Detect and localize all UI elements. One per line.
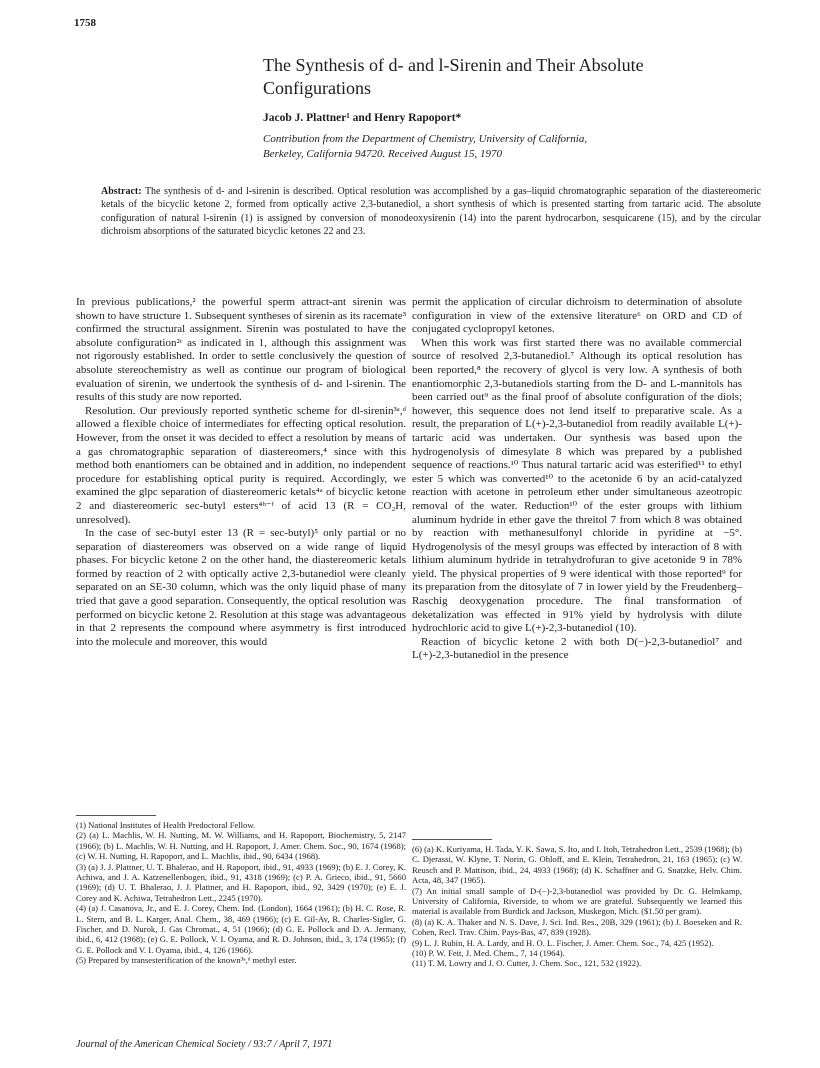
footnote: (6) (a) K. Kuriyama, H. Tada, Y. K. Sawa, S. Ito, and I. Itoh, Tetrahedron Lett., 2539 (1968); (b) C. Djerassi, W. Klyne, T. Norin, G. Ohloff, and E. Klein, Tetrahedron, 21, 163 (1965); (c) W. Reusch and P. Mattison, ibid., 24, 4933 (1968); (d) K. Schaffner and G. Snatzke, Helv. Chim. Acta, 48, 347 (1965). — [412, 844, 742, 886]
body-paragraph: When this work was first started there was no available commercial source of resolved 2,3-butanediol.⁷ Although its optical resolution has been reported,⁸ the recovery of glycol is very low. A synthesis of both enantiomorphic 2,3-butanediols starting from the D- and L-mannitols has been carried out⁹ as the final proof of absolute configuration of the diols; however, this sequence does not lend itself to preparative scale. As a result, the preparation of L(+)-2,3-butanediol from readily available L(+)-tartaric acid was undertaken. Our synthesis was based upon the hydrogenolysis of dimesylate 8 which was prepared by a published sequence of reactions.¹⁰ Thus natural tartaric acid was esterified¹¹ to ethyl ester 5 which was converted¹⁰ to the acetonide 6 by an acid-catalyzed reaction with acetone in petroleum ether under simultaneous azeotropic removal of the water. Reduction¹⁰ of the ester groups with lithium aluminum hydride in ether gave the threitol 7 from which 8 was obtained by reaction with methanesulfonyl chloride in pyridine at −5°. Hydrogenolysis of the mesyl groups was effected by interaction of 8 with lithium aluminum hydride in tetrahydrofuran to give acetonide 9 in 78% yield. The physical properties of 9 were identical with those reported⁹ for its preparation from the ditosylate of 7 in lower yield by the Freudenberg–Raschig deoxygenation procedure. The final transformation of deketalization was effected in 91% yield by hydrolysis with dilute hydrochloric acid to give L(+)-2,3-butanediol (10). — [412, 336, 742, 635]
affiliation-line-1: Contribution from the Department of Chemistry, University of California, — [263, 133, 588, 145]
footnote: (4) (a) J. Casanova, Jr., and E. J. Corey, Chem. Ind. (London), 1664 (1961); (b) H. C. Rose, R. L. Stern, and B. L. Karger, Anal. Chem., 38, 469 (1966); (c) E. Gil-Av, R. Charles-Sigler, G. Fischer, and D. Nurok, J. Gas Chromat., 4, 51 (1966); (d) G. E. Pollock and D. A. Jermany, ibid., 6, 412 (1968); (e) G. E. Pollock, V. I. Oyama, and R. D. Johnson, ibid., 3, 174 (1965); (f) G. E. Pollock and V. I. Oyama, ibid., 4, 126 (1966). — [76, 903, 406, 955]
footnote: (3) (a) J. J. Plattner, U. T. Bhalerao, and H. Rapoport, ibid., 91, 4933 (1969); (b) E. J. Corey, K. Achiwa, and J. A. Katzenellenbogen, ibid., 91, 4318 (1969); (c) P. A. Grieco, ibid., 91, 5660 (1969); (d) U. T. Bhalerao, J. J. Plattner, and H. Rapoport, ibid., 92, 3429 (1970); (e) E. J. Corey and K. Achiwa, Tetrahedron Lett., 2245 (1970). — [76, 861, 406, 903]
footnotes-left — [76, 820, 406, 966]
abstract-label: Abstract: — [101, 186, 142, 197]
footnote: (10) P. W. Feit, J. Med. Chem., 7, 14 (1964). — [412, 948, 565, 959]
article-title: The Synthesis of d- and l-Sirenin and Their Absolute Configurations — [263, 55, 644, 98]
footnotes-right — [412, 844, 742, 969]
footnote: (2) (a) L. Machlis, W. H. Nutting, M. W. Williams, and H. Rapoport, Biochemistry, 5, 2147 (1966); (b) L. Machlis, W. H. Nutting, and H. Rapoport, J. Amer. Chem. Soc., 90, 1674 (1968); (c) W. H. Nutting, H. Rapoport, and L. Machlis, ibid., 90, 6434 (1968). — [76, 830, 406, 862]
body-column-left — [76, 296, 406, 649]
body-paragraph: Reaction of bicyclic ketone 2 with both D(−)-2,3-butanediol⁷ and L(+)-2,3-butanediol in the presence — [412, 635, 742, 662]
affiliation-line-2: Berkeley, California 94720. Received August 15, 1970 — [263, 148, 502, 160]
affiliation — [263, 132, 763, 162]
body-paragraph: Resolution. Our previously reported synthetic scheme for dl-sirenin³ᵃ,ᵈ allowed a flexible choice of intermediates for effecting optical resolution. However, from the onset it was decided to effect a resolution by means of a gas chromatographic separation of diastereomers,⁴ since with this method both enantiomers can be obtained and in addition, no independent procedure for establishing optical purity is required. Accordingly, we examined the glpc separation of diastereomeric ketals⁴ᵃ of bicyclic ketone 2 and diastereomeric sec-butyl esters⁴ᵇ⁻ᶠ of acid 13 (R = CO₂H, unresolved). — [76, 404, 406, 526]
body-paragraph: permit the application of circular dichroism to determination of absolute configuration in view of the extensive literature⁶ on ORD and CD of conjugated cyclopropyl ketones. — [412, 296, 742, 336]
footnote: (11) T. M. Lowry and J. O. Cutter, J. Chem. Soc., 121, 532 (1922). — [412, 958, 642, 969]
body-column-right — [412, 296, 742, 663]
footnote-divider — [412, 839, 492, 840]
author-line: Jacob J. Plattner¹ and Henry Rapoport* — [263, 112, 462, 124]
footnote: (5) Prepared by transesterification of the known³ᵃ,ᵈ methyl ester. — [76, 955, 297, 966]
body-paragraph: In the case of sec-butyl ester 13 (R = sec-butyl)⁵ only partial or no separation of diastereomers was observed on a wide range of liquid phases. For bicyclic ketone 2 on the other hand, the diastereomeric ketals formed by reaction of 2 with optically active 2,3-butanediol were cleanly separated on an SE-30 column, which was the only liquid phase of many tried that gave a good separation. Consequently, the optical resolution was performed on bicyclic ketone 2. Resolution at this stage was advantageous in that 2 represents the compound where asymmetry is first introduced into the molecule and moreover, this would — [76, 527, 406, 648]
body-paragraph: In previous publications,² the powerful sperm attract-ant sirenin was shown to have structure 1. Subsequent syntheses of sirenin as its racemate³ confirmed the structural assignment. Sirenin was postulated to have the absolute configuration²ᶜ as indicated in 1, although this assignment was not rigorously established. In order to settle conclusively the question of absolute stereochemistry as well as continue our program of biological evaluation of sirenin, we undertook the synthesis of d- and l-sirenin. The results of this study are now reported. — [76, 296, 406, 404]
abstract — [101, 185, 761, 238]
abstract-text: The synthesis of d- and l-sirenin is described. Optical resolution was accomplished by a gas–liquid chromatographic separation of the diastereomeric ketals of the bicyclic ketone 2, formed from optically active 2,3-butanediol, a short synthesis of which is presented starting from tartaric acid. The absolute configuration of natural l-sirenin (1) is assigned by conversion of monodeoxysirenin (14) into the parent hydrocarbon, sesquicarene (15), and by the circular dichroism absorptions of the saturated bicyclic ketones 22 and 23. — [101, 186, 762, 237]
footnote: (7) An initial small sample of D-(−)-2,3-butanediol was provided by Dr. G. Helmkamp, University of California, Riverside, to whom we are grateful. Subsequently we learned this material is available from Burdick and Jackson, Muskegon, Mich. ($1.50 per gram). — [412, 885, 742, 917]
footnote: (1) National Institutes of Health Predoctoral Fellow. — [76, 820, 256, 830]
journal-footer: Journal of the American Chemical Society / 93:7 / April 7, 1971 — [76, 1039, 333, 1050]
footnote-divider — [76, 815, 156, 816]
footnote: (8) (a) K. A. Thaker and N. S. Dave, J. Sci. Ind. Res., 20B, 329 (1961); (b) J. Boeseken and R. Cohen, Recl. Trav. Chim. Pays-Bas, 47, 839 (1928). — [412, 916, 742, 938]
page-number: 1758 — [74, 17, 96, 29]
footnote: (9) L. J. Rubin, H. A. Lardy, and H. O. L. Fischer, J. Amer. Chem. Soc., 74, 425 (1952). — [412, 937, 714, 948]
